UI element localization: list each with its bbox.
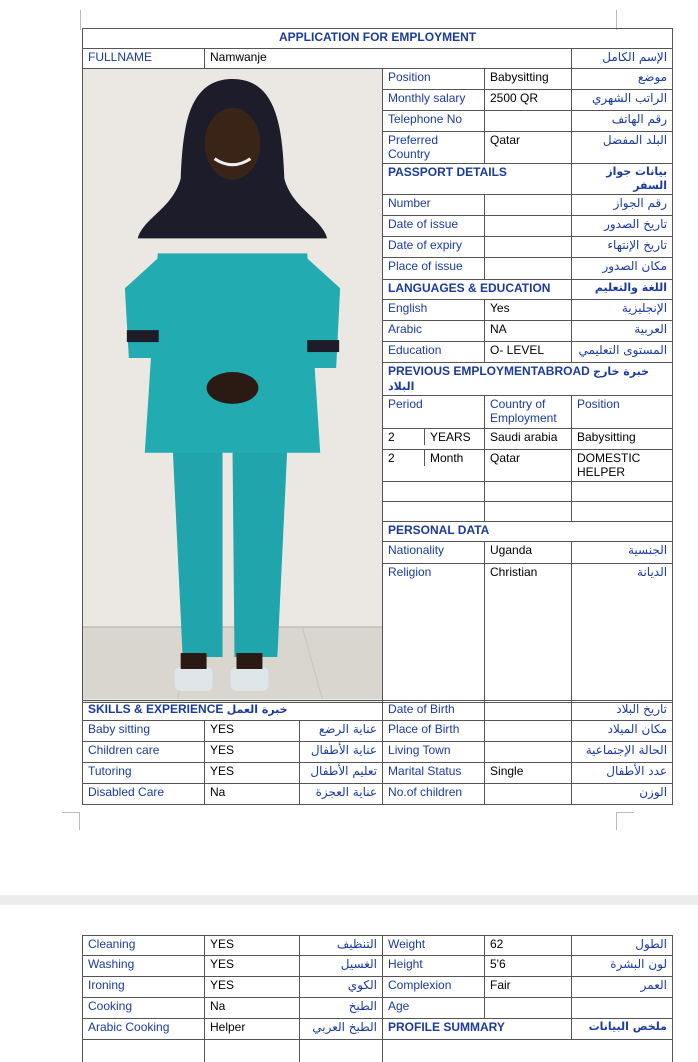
skill-value: YES: [205, 763, 300, 784]
passport-number-value: [485, 194, 572, 215]
fullname-value: Namwanje: [205, 49, 572, 69]
dob-label: Date of Birth: [383, 701, 485, 721]
marital-status-label-ar: عدد الأطفال: [572, 763, 673, 784]
height-label-ar: لون البشرة: [572, 956, 673, 977]
children-count-value: [485, 784, 572, 805]
arabic-label: Arabic: [383, 320, 485, 341]
english-value: Yes: [485, 299, 572, 320]
skills-header: [83, 701, 383, 721]
age-value: [485, 998, 572, 1019]
telephone-label-ar: رقم الهاتف: [572, 111, 673, 132]
crop-mark: [62, 812, 80, 830]
employment-period-number: 2: [383, 429, 425, 445]
issue-date-value: [485, 216, 572, 237]
education-label: Education: [383, 342, 485, 363]
passport-number-label: Number: [383, 194, 485, 215]
employment-period-cell: [383, 502, 485, 522]
issue-place-label: Place of issue: [383, 258, 485, 279]
complexion-label: Complexion: [383, 977, 485, 998]
application-form: [82, 28, 673, 703]
position-label-ar: موضع: [572, 69, 673, 90]
complexion-label-ar: العمر: [572, 977, 673, 998]
employment-header: [383, 363, 673, 396]
education-label-ar: المستوى التعليمي: [572, 342, 673, 363]
skill-label-ar: الطبخ: [300, 998, 383, 1019]
skill-label-ar: التنظيف: [300, 936, 383, 956]
skill-label: Arabic Cooking: [83, 1019, 205, 1040]
skill-label-ar: الكوي: [300, 977, 383, 998]
living-town-label: Living Town: [383, 742, 485, 763]
profile-summary-header-ar: ملخص البيانات: [572, 1019, 673, 1040]
height-value: 5'6: [485, 956, 572, 977]
skills-header-ar: خبرة العمل: [226, 703, 288, 716]
salary-label: Monthly salary: [383, 90, 485, 111]
employment-country: Qatar: [485, 449, 572, 481]
profile-summary-body: [383, 1040, 673, 1062]
employment-country: [485, 482, 572, 502]
religion-label: Religion: [383, 563, 485, 702]
weight-value: 62: [485, 936, 572, 956]
empty-cell: [300, 1040, 383, 1062]
weight-label-ar: الطول: [572, 936, 673, 956]
position-column-header: Position: [572, 396, 673, 428]
applicant-photo: [83, 69, 383, 703]
birthplace-label-ar: مكان الميلاد: [572, 721, 673, 742]
english-label: English: [383, 299, 485, 320]
education-value: O- LEVEL: [485, 342, 572, 363]
personal-data-header: PERSONAL DATA: [383, 522, 673, 542]
document-page-2: [0, 905, 698, 1062]
religion-label-ar: الديانة: [572, 563, 673, 702]
page-separator: [0, 895, 698, 905]
expiry-date-label: Date of expiry: [383, 237, 485, 258]
skill-label: Ironing: [83, 977, 205, 998]
nationality-value: Uganda: [485, 542, 572, 563]
skill-label: Baby sitting: [83, 721, 205, 742]
skill-value: Na: [205, 998, 300, 1019]
passport-header-ar: بيانات جواز السفر: [572, 163, 673, 194]
living-town-value: [485, 742, 572, 763]
expiry-date-label-ar: تاريخ الإنتهاء: [572, 237, 673, 258]
skill-value: YES: [205, 956, 300, 977]
photo-frame: [83, 69, 382, 702]
skills-form: [82, 700, 673, 805]
issue-place-value: [485, 258, 572, 279]
preferred-country-label-ar: البلد المفضل: [572, 132, 673, 163]
complexion-value: Fair: [485, 977, 572, 998]
employment-country: Saudi arabia: [485, 428, 572, 449]
dob-label-ar: تاريخ البلاد: [572, 701, 673, 721]
issue-place-label-ar: مكان الصدور: [572, 258, 673, 279]
skill-label: Washing: [83, 956, 205, 977]
age-label-ar: [572, 998, 673, 1019]
languages-header-ar: اللغة والتعليم: [572, 279, 673, 299]
living-town-label-ar: الحالة الإجتماعية: [572, 742, 673, 763]
religion-value: Christian: [485, 563, 572, 702]
employment-position: Babysitting: [572, 428, 673, 449]
telephone-value: [485, 111, 572, 132]
skill-value: YES: [205, 721, 300, 742]
issue-date-label-ar: تاريخ الصدور: [572, 216, 673, 237]
employment-header-text: PREVIOUS EMPLOYMENTABROAD: [388, 364, 590, 379]
page2-form: [82, 935, 673, 1062]
skill-label-ar: عناية العجزة: [300, 784, 383, 805]
skill-label-ar: الطبخ العربي: [300, 1019, 383, 1040]
skill-label-ar: عناية الأطفال: [300, 742, 383, 763]
employment-position: [572, 502, 673, 522]
skill-label: Tutoring: [83, 763, 205, 784]
skill-label: Disabled Care: [83, 784, 205, 805]
skill-value: YES: [205, 936, 300, 956]
birthplace-value: [485, 721, 572, 742]
weight-label: Weight: [383, 936, 485, 956]
skill-value: Helper: [205, 1019, 300, 1040]
nationality-label-ar: الجنسية: [572, 542, 673, 563]
fullname-label: FULLNAME: [83, 49, 205, 69]
arabic-value: NA: [485, 320, 572, 341]
employment-header-ar: خبرة خارج البلاد: [388, 365, 650, 394]
preferred-country-label: Preferred Country: [383, 132, 485, 163]
skill-value: YES: [205, 977, 300, 998]
employment-country: [485, 502, 572, 522]
skill-value: YES: [205, 742, 300, 763]
employment-position: [572, 482, 673, 502]
employment-period-number: 2: [383, 450, 425, 466]
applicant-figure: [83, 69, 382, 699]
expiry-date-value: [485, 237, 572, 258]
arabic-label-ar: العربية: [572, 320, 673, 341]
employment-period-cell: [383, 428, 485, 449]
empty-cell: [205, 1040, 300, 1062]
english-label-ar: الإنجليزية: [572, 299, 673, 320]
nationality-label: Nationality: [383, 542, 485, 563]
skill-label: Cleaning: [83, 936, 205, 956]
profile-summary-header: PROFILE SUMMARY: [383, 1019, 572, 1040]
skills-header-text: SKILLS & EXPERIENCE: [88, 702, 224, 716]
position-label: Position: [383, 69, 485, 90]
dob-value: [485, 701, 572, 721]
empty-cell: [83, 1040, 205, 1062]
issue-date-label: Date of issue: [383, 216, 485, 237]
preferred-country-value: Qatar: [485, 132, 572, 163]
salary-value: 2500 QR: [485, 90, 572, 111]
skill-label-ar: الغسيل: [300, 956, 383, 977]
skill-label: Cooking: [83, 998, 205, 1019]
employment-period-unit: Month: [430, 450, 464, 465]
employment-period-cell: [383, 482, 485, 502]
skill-label: Children care: [83, 742, 205, 763]
form-title: APPLICATION FOR EMPLOYMENT: [83, 29, 673, 49]
skill-label-ar: تعليم الأطفال: [300, 763, 383, 784]
children-count-label: No.of children: [383, 784, 485, 805]
passport-header: PASSPORT DETAILS: [383, 163, 572, 194]
age-label: Age: [383, 998, 485, 1019]
employment-position: DOMESTIC HELPER: [572, 449, 673, 481]
languages-header: LANGUAGES & EDUCATION: [383, 279, 572, 299]
period-column-header: Period: [383, 396, 485, 428]
marital-status-value: Single: [485, 763, 572, 784]
birthplace-label: Place of Birth: [383, 721, 485, 742]
crop-mark: [616, 10, 617, 30]
marital-status-label: Marital Status: [383, 763, 485, 784]
height-label: Height: [383, 956, 485, 977]
skill-label-ar: عناية الرضع: [300, 721, 383, 742]
crop-mark: [80, 10, 81, 30]
salary-label-ar: الراتب الشهري: [572, 90, 673, 111]
fullname-label-ar: الإسم الكامل: [572, 49, 673, 69]
skill-value: Na: [205, 784, 300, 805]
employment-period-cell: [383, 449, 485, 481]
position-value: Babysitting: [485, 69, 572, 90]
country-column-header: Country of Employment: [485, 396, 572, 428]
passport-number-label-ar: رقم الجواز: [572, 194, 673, 215]
telephone-label: Telephone No: [383, 111, 485, 132]
crop-mark: [616, 812, 634, 830]
children-count-label-ar: الوزن: [572, 784, 673, 805]
employment-period-unit: YEARS: [430, 429, 471, 444]
